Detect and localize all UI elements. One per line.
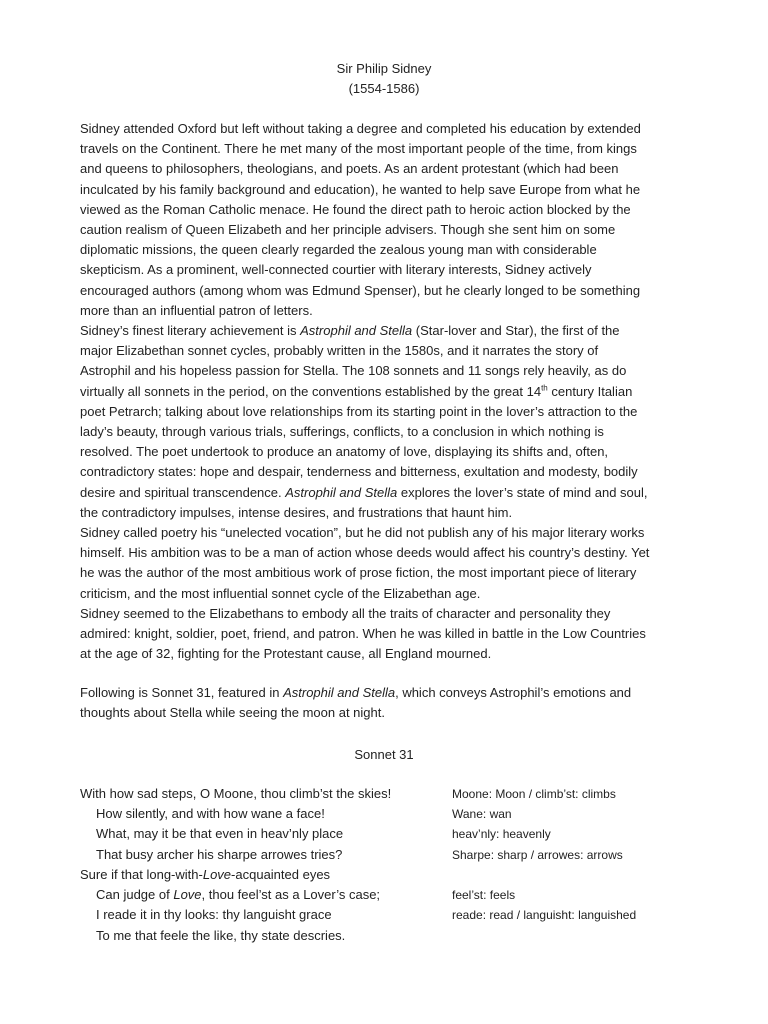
gloss-note: Wane: wan bbox=[452, 807, 512, 821]
text-run: -acquainted eyes bbox=[231, 867, 331, 882]
emphasis: Love bbox=[173, 887, 202, 902]
text-run: explores the lover’s state of mind and soul, bbox=[397, 484, 648, 500]
text-line: at the age of 32, fighting for the Protestant cause, all England mourned. bbox=[80, 646, 492, 662]
text-line: encouraged authors (among whom was Edmund Spenser), but he clearly longed to be something bbox=[80, 282, 641, 298]
text-run: desire and spiritual transcendence. bbox=[80, 484, 286, 500]
text-line: Sidney called poetry his “unelected vocation”, but he did not publish any of his major literary works bbox=[80, 525, 645, 541]
text-line: diplomatic missions, the queen clearly regarded the zealous young man with considerable bbox=[80, 242, 597, 258]
text-line: poet Petrarch; talking about love relationships from its starting point in the lover’s attraction to the bbox=[80, 403, 638, 419]
ordinal-superscript: th bbox=[541, 383, 548, 393]
text-line: more than an influential patron of letters. bbox=[80, 302, 313, 318]
text-line: inculcated by his family background and education), he wanted to help save Europe from what he bbox=[80, 181, 641, 197]
text-line: resolved. The poet undertook to produce an anatomy of love, displaying its shifts and, often, bbox=[80, 444, 609, 460]
text-line: major Elizabethan sonnet cycles, probably written in the 1580s, and it narrates the story of bbox=[80, 343, 599, 359]
page-title: Sir Philip Sidney bbox=[336, 61, 432, 76]
text-run: Sure if that long-with- bbox=[80, 867, 203, 882]
text-line bbox=[80, 683, 690, 703]
work-title: Astrophil and Stella bbox=[283, 685, 396, 700]
text-line: viewed as the Roman Catholic menace. He found the direct path to heroic action blocked by the bbox=[80, 201, 631, 217]
text-line: contradictory states: hope and despair, tenderness and bitterness, exultation and modesty, bodily bbox=[80, 464, 638, 480]
paragraph-biography bbox=[80, 119, 690, 664]
text-line: lady’s beauty, through various trials, sufferings, conflicts, to a conclusion in which nothing is bbox=[80, 424, 604, 440]
text-line bbox=[80, 382, 690, 402]
text-run: Following is Sonnet 31, featured in bbox=[80, 685, 284, 700]
text-line: and queens to philosophers, theologians, and poets. As an ardent protestant (which had been bbox=[80, 161, 619, 177]
text-run: Sidney’s finest literary achievement is bbox=[80, 323, 301, 339]
text-run: virtually all sonnets in the period, on the conventions established by the great 14 bbox=[80, 383, 542, 399]
paragraph-sonnet-intro bbox=[80, 683, 690, 723]
sonnet-line: That busy archer his sharpe arrowes tries? bbox=[96, 847, 343, 862]
gloss-note: heav’nly: heavenly bbox=[452, 827, 551, 841]
work-title: Astrophil and Stella bbox=[300, 323, 413, 339]
text-run: Can judge of bbox=[96, 887, 174, 902]
gloss-note: feel’st: feels bbox=[452, 888, 516, 902]
text-line: Astrophil and his hopeless passion for Stella. The 108 sonnets and 11 songs rely heavily, as do bbox=[80, 363, 627, 379]
text-line: admired: knight, soldier, poet, friend, and patron. When he was killed in battle in the Low Countries bbox=[80, 626, 646, 642]
text-line: the contradictory impulses, intense desires, and frustrations that haunt him. bbox=[80, 504, 513, 520]
sonnet-line: How silently, and with how wane a face! bbox=[96, 806, 325, 821]
text-run: , which conveys Astrophil’s emotions and bbox=[395, 685, 632, 700]
text-line: thoughts about Stella while seeing the moon at night. bbox=[80, 705, 385, 721]
gloss-note: Sharpe: sharp / arrowes: arrows bbox=[452, 848, 623, 862]
text-line: criticism, and the most influential sonnet cycle of the Elizabethan age. bbox=[80, 585, 481, 601]
text-line: skepticism. As a prominent, well-connected courtier with literary interests, Sidney actively bbox=[80, 262, 592, 278]
text-line: he was the author of the most ambitious work of prose fiction, the most important piece of literary bbox=[80, 565, 637, 581]
sonnet-line: What, may it be that even in heav’nly place bbox=[96, 826, 344, 841]
sonnet-title: Sonnet 31 bbox=[354, 747, 414, 762]
sonnet-line: With how sad steps, O Moone, thou climb’st the skies! bbox=[80, 786, 392, 801]
text-line bbox=[80, 483, 690, 503]
text-line: Sidney attended Oxford but left without taking a degree and completed his education by extended bbox=[80, 121, 641, 136]
sonnet-line: I reade it in thy looks: thy languisht grace bbox=[96, 907, 332, 922]
gloss-note: reade: read / languisht: languished bbox=[452, 908, 637, 922]
work-title: Astrophil and Stella bbox=[285, 484, 398, 500]
text-run: (Star-lover and Star), the first of the bbox=[412, 323, 620, 339]
text-line: himself. His ambition was to be a man of action whose deeds would affect his country’s destiny. Yet bbox=[80, 545, 650, 561]
emphasis: Love bbox=[202, 867, 232, 882]
sonnet-line: To me that feele the like, thy state descries. bbox=[96, 928, 346, 943]
text-line: travels on the Continent. There he met many of the most important people of the time, from kings bbox=[80, 141, 637, 157]
sonnet-line bbox=[80, 867, 330, 882]
text-run: , thou feel’st as a Lover’s case; bbox=[201, 887, 381, 902]
text-line: Sidney seemed to the Elizabethans to embody all the traits of character and personality they bbox=[80, 605, 611, 621]
page-subtitle-dates: (1554-1586) bbox=[348, 81, 420, 96]
text-line bbox=[80, 321, 690, 341]
text-run: century Italian bbox=[547, 383, 633, 399]
gloss-note: Moone: Moon / climb’st: climbs bbox=[452, 787, 616, 801]
sonnet-line bbox=[96, 887, 380, 902]
text-line: caution realism of Queen Elizabeth and her principle advisers. Though she sent him on some bbox=[80, 222, 616, 238]
